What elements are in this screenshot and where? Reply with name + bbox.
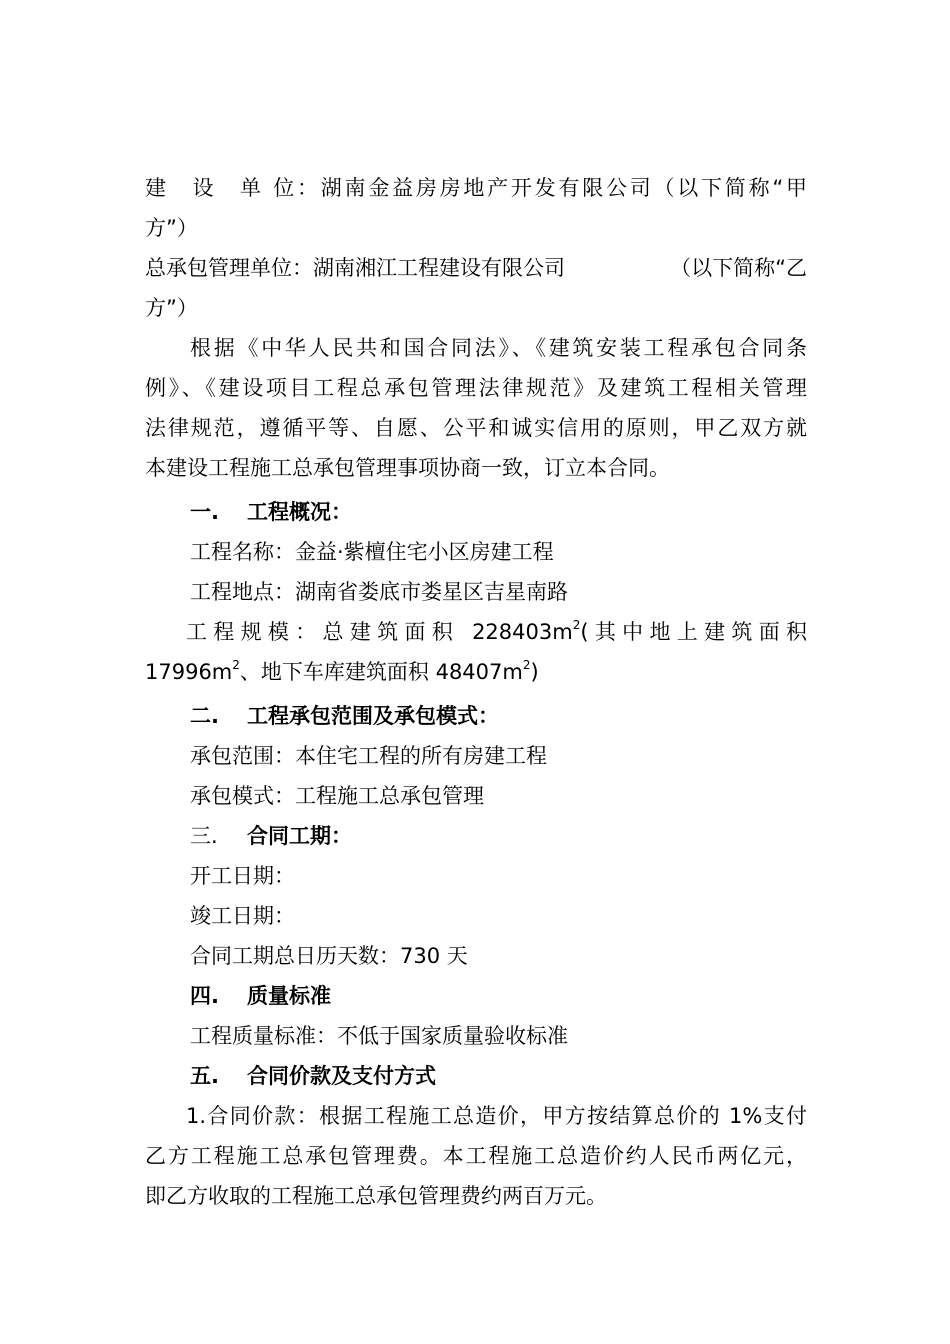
- project-scale-line-2: $17996m^2$、地下车库建筑面积 $48407m^2$): [145, 658, 539, 684]
- project-name: 工程名称：金益·紫檀住宅小区房建工程: [190, 540, 554, 564]
- preamble-line-2: 例》、《建设项目工程总承包管理法律规范》及建筑工程相关管理: [145, 376, 807, 400]
- contractor-value: 湖南湘江工程建设有限公司: [313, 256, 565, 280]
- section-3-heading: 三. 合同工期：: [190, 824, 352, 848]
- owner-value: 湖南金益房房地产开发有限公司（以下简称“甲: [320, 176, 807, 200]
- project-location: 工程地点：湖南省娄底市娄星区吉星南路: [190, 580, 568, 604]
- contractor-label: 总承包管理单位：: [145, 256, 313, 280]
- price-line-3: 即乙方收取的工程施工总承包管理费约两百万元。: [145, 1184, 607, 1208]
- preamble-line-4: 本建设工程施工总承包管理事项协商一致，订立本合同。: [145, 456, 670, 480]
- contractor-line: [145, 253, 807, 283]
- completion-date: 竣工日期：: [190, 904, 295, 928]
- owner-line: [145, 173, 807, 203]
- quality-standard: 工程质量标准：不低于国家质量验收标准: [190, 1024, 568, 1048]
- preamble-line-3: 法律规范，遵循平等、自愿、公平和诚实信用的原则，甲乙双方就: [145, 416, 807, 440]
- price-line-1: 1.合同价款：根据工程施工总造价，甲方按结算总价的 1%支付: [186, 1104, 807, 1128]
- section-2-heading: 二. 工程承包范围及承包模式：: [190, 704, 499, 728]
- project-scale-line-1: 工程规模：总建筑面积 $228403m^2$(其中地上建筑面积: [186, 618, 808, 644]
- owner-label: 建 设 单 位：: [145, 176, 321, 200]
- contract-mode: 承包模式：工程施工总承包管理: [190, 784, 484, 808]
- section-1-heading: 一. 工程概况：: [190, 500, 352, 524]
- section-5-heading: 五. 合同价款及支付方式: [190, 1064, 436, 1088]
- contractor-line-cont: 方”）: [145, 296, 198, 320]
- section-4-heading: 四. 质量标准: [190, 984, 331, 1008]
- start-date: 开工日期：: [190, 864, 295, 888]
- contract-scope: 承包范围：本住宅工程的所有房建工程: [190, 744, 547, 768]
- calendar-days: 合同工期总日历天数：730 天: [190, 944, 468, 968]
- preamble-line-1: 根据《中华人民共和国合同法》、《建筑安装工程承包合同条: [190, 336, 807, 360]
- contractor-alias: （以下简称“乙: [670, 256, 807, 280]
- owner-line-cont: 方”）: [145, 216, 198, 240]
- price-line-2: 乙方工程施工总承包管理费。本工程施工总造价约人民币两亿元，: [145, 1144, 807, 1168]
